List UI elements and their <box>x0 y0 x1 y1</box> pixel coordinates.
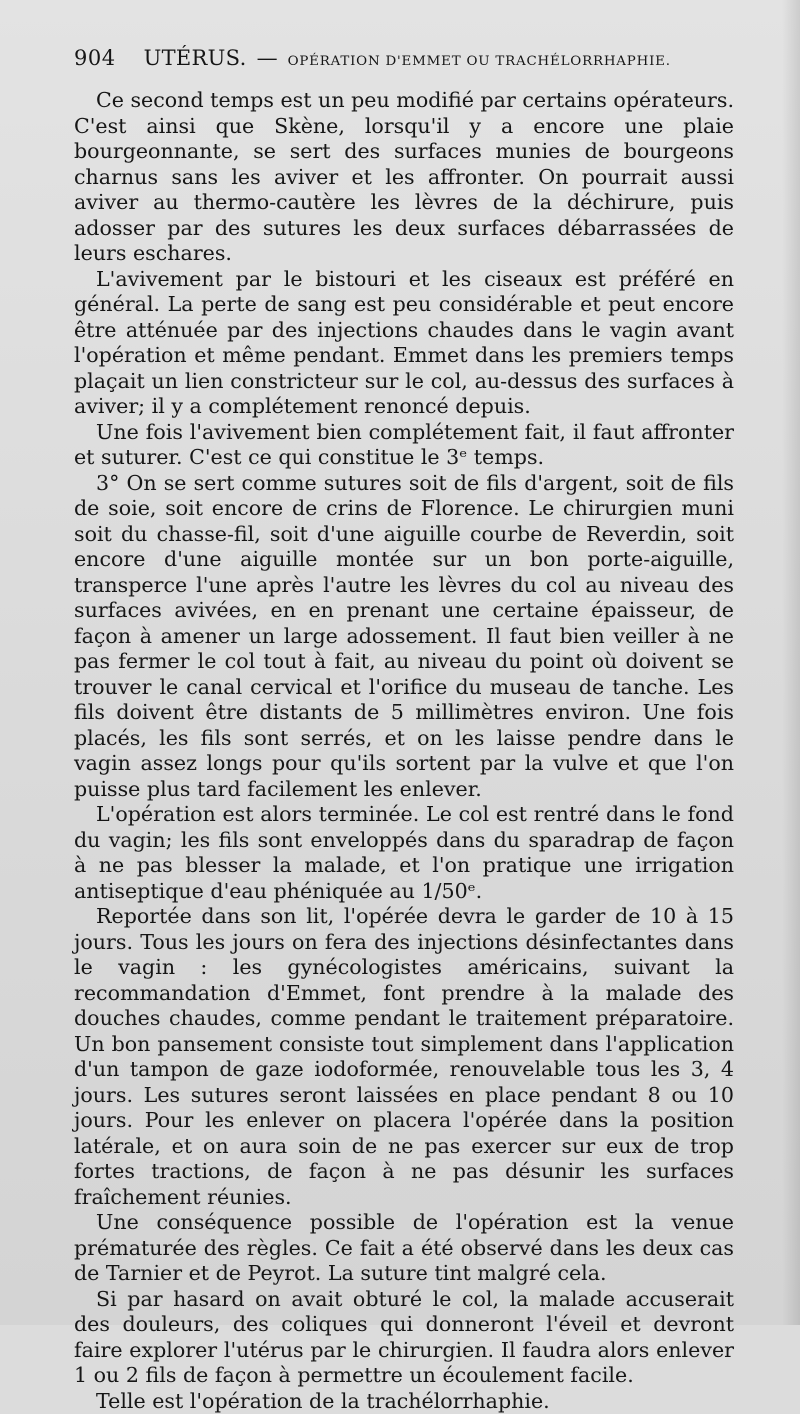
running-head-dash: — <box>257 46 278 70</box>
running-head-title: UTÉRUS. <box>144 46 247 70</box>
page-number: 904 <box>74 46 116 70</box>
paragraph-third-step-intro: Une fois l'avivement bien complétement fait, il faut affronter et suturer. C'est ce qui constitue le 3ᵉ temps. <box>74 420 734 471</box>
paragraph-second-step: Ce second temps est un peu modifié par certains opérateurs. C'est ainsi que Skène, lorsqu'il y a encore une plaie bourgeonnante, se sert des surfaces munies de bourgeons charnus sans les aviver et les affronter. On pourrait aussi aviver au thermo-cautère les lèvres de la déchirure, puis adosser par des sutures les deux surfaces débarrassées de leurs eschares. <box>74 88 734 267</box>
paragraph-conclusion: Telle est l'opération de la trachélorrhaphie. <box>74 1389 734 1414</box>
paragraph-obturation: Si par hasard on avait obturé le col, la malade accuserait des douleurs, des coliques qui donneront l'éveil et devront faire explorer l'utérus par le chirurgien. Il faudra alors enlever 1 ou 2 fils de façon à permettre un écoulement facile. <box>74 1287 734 1389</box>
paragraph-operation-ended: L'opération est alors terminée. Le col est rentré dans le fond du vagin; les fils sont enveloppés dans du sparadrap de façon à ne pas blesser la malade, et l'on pratique une irrigation antiseptique d'eau phéniquée au 1/50ᵉ. <box>74 802 734 904</box>
paragraph-consequence: Une conséquence possible de l'opération est la venue prématurée des règles. Ce fait a été observé dans les deux cas de Tarnier et de Peyrot. La suture tint malgré cela. <box>74 1210 734 1287</box>
page-edge-shadow <box>782 0 800 1325</box>
page-header <box>74 46 774 80</box>
paragraph-aftercare: Reportée dans son lit, l'opérée devra le garder de 10 à 15 jours. Tous les jours on fera des injections désinfectantes dans le vagin : les gynécologistes américains, suivant la recommandation d'Emmet, font prendre à la malade des douches chaudes, comme pendant le traitement préparatoire. Un bon pansement consiste tout simplement dans l'application d'un tampon de gaze iodoformée, renouvelable tous les 3, 4 jours. Les sutures seront laissées en place pendant 8 ou 10 jours. Pour les enlever on placera l'opérée dans la position latérale, et on aura soin de ne pas exercer sur eux de trop fortes tractions, de façon à ne pas désunir les surfaces fraîchement réunies. <box>74 904 734 1210</box>
paragraph-avivement: L'avivement par le bistouri et les ciseaux est préféré en général. La perte de sang est peu considérable et peut encore être atténuée par des injections chaudes dans le vagin avant l'opération et même pendant. Emmet dans les premiers temps plaçait un lien constricteur sur le col, au-dessus des surfaces à aviver; il y a complétement renoncé depuis. <box>74 267 734 420</box>
running-head-subtitle: OPÉRATION D'EMMET OU TRACHÉLORRHAPHIE. <box>288 54 671 69</box>
page-body <box>74 88 734 1414</box>
paragraph-sutures: 3° On se sert comme sutures soit de fils d'argent, soit de fils de soie, soit encore de crins de Florence. Le chirurgien muni soit du chasse-fil, soit d'une aiguille courbe de Reverdin, soit encore d'une aiguille montée sur un bon porte-aiguille, transperce l'une après l'autre les lèvres du col au niveau des surfaces avivées, en en prenant une certaine épaisseur, de façon à amener un large adossement. Il faut bien veiller à ne pas fermer le col tout à fait, au niveau du point où doivent se trouver le canal cervical et l'orifice du museau de tanche. Les fils doivent être distants de 5 millimètres environ. Une fois placés, les fils sont serrés, et on les laisse pendre dans le vagin assez longs pour qu'ils sortent par la vulve et que l'on puisse plus tard facilement les enlever. <box>74 471 734 803</box>
